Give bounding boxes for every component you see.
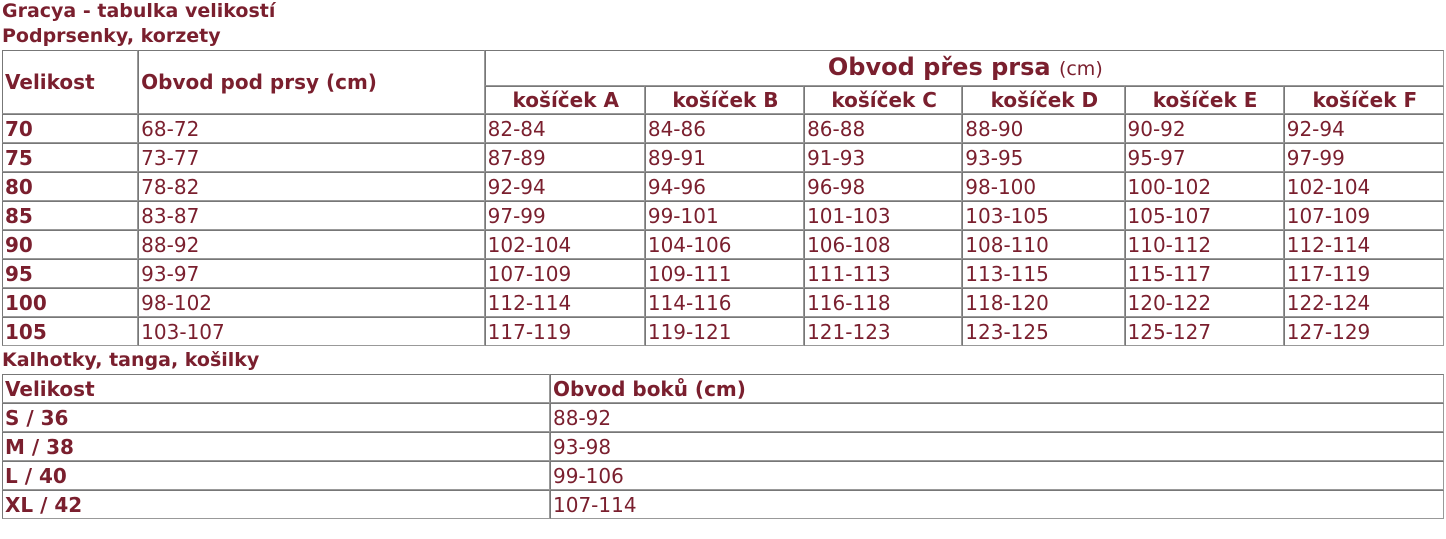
bust-cell: 103-105 [962, 201, 1124, 230]
bust-cell: 119-121 [645, 317, 804, 346]
underbust-cell: 88-92 [138, 230, 484, 259]
bust-cell: 104-106 [645, 230, 804, 259]
bust-cell: 106-108 [804, 230, 962, 259]
page-title: Gracya - tabulka velikostí [2, 0, 276, 22]
header-bust-unit: (cm) [1058, 58, 1103, 80]
size-cell: 85 [2, 201, 138, 230]
header-cup: košíček E [1125, 86, 1284, 114]
bust-cell: 108-110 [962, 230, 1124, 259]
hips-cell: 99-106 [550, 461, 1444, 490]
bust-cell: 82-84 [485, 114, 645, 143]
bust-cell: 91-93 [804, 143, 962, 172]
size-cell: 95 [2, 259, 138, 288]
bust-cell: 94-96 [645, 172, 804, 201]
bust-cell: 113-115 [962, 259, 1124, 288]
bust-cell: 97-99 [485, 201, 645, 230]
bust-cell: 118-120 [962, 288, 1124, 317]
table-row [2, 288, 1444, 317]
bust-cell: 123-125 [962, 317, 1124, 346]
header-bust [485, 50, 1444, 86]
table-row [2, 317, 1444, 346]
table-row [2, 172, 1444, 201]
bust-cell: 112-114 [485, 288, 645, 317]
bust-cell: 98-100 [962, 172, 1124, 201]
header-bust-label: Obvod přes prsa [827, 53, 1051, 81]
bust-cell: 117-119 [1284, 259, 1444, 288]
bust-cell: 102-104 [485, 230, 645, 259]
size-cell: M / 38 [2, 432, 550, 461]
hips-cell: 107-114 [550, 490, 1444, 519]
bust-cell: 90-92 [1125, 114, 1284, 143]
bra-size-table [2, 50, 1444, 346]
section-heading-bras: Podprsenky, korzety [2, 25, 221, 47]
bust-cell: 107-109 [485, 259, 645, 288]
bust-cell: 93-95 [962, 143, 1124, 172]
underbust-cell: 78-82 [138, 172, 484, 201]
bust-cell: 92-94 [485, 172, 645, 201]
bust-cell: 127-129 [1284, 317, 1444, 346]
bust-cell: 105-107 [1125, 201, 1284, 230]
header-hips: Obvod boků (cm) [550, 374, 1444, 403]
bust-cell: 112-114 [1284, 230, 1444, 259]
bust-cell: 100-102 [1125, 172, 1284, 201]
bra-table-body [2, 114, 1444, 346]
bust-cell: 102-104 [1284, 172, 1444, 201]
size-cell: 105 [2, 317, 138, 346]
table-row [2, 403, 1444, 432]
underbust-cell: 98-102 [138, 288, 484, 317]
size-cell: L / 40 [2, 461, 550, 490]
size-cell: XL / 42 [2, 490, 550, 519]
bust-cell: 122-124 [1284, 288, 1444, 317]
underbust-cell: 83-87 [138, 201, 484, 230]
header-underbust: Obvod pod prsy (cm) [138, 50, 484, 114]
briefs-table-body [2, 403, 1444, 519]
bust-cell: 89-91 [645, 143, 804, 172]
bust-cell: 92-94 [1284, 114, 1444, 143]
size-cell: 80 [2, 172, 138, 201]
bust-cell: 84-86 [645, 114, 804, 143]
header-cup: košíček F [1284, 86, 1444, 114]
table-row [2, 143, 1444, 172]
size-cell: 90 [2, 230, 138, 259]
bust-cell: 121-123 [804, 317, 962, 346]
bust-cell: 115-117 [1125, 259, 1284, 288]
bust-cell: 117-119 [485, 317, 645, 346]
bust-cell: 101-103 [804, 201, 962, 230]
table-row [2, 461, 1444, 490]
bust-cell: 111-113 [804, 259, 962, 288]
bust-cell: 114-116 [645, 288, 804, 317]
bust-cell: 99-101 [645, 201, 804, 230]
bust-cell: 109-111 [645, 259, 804, 288]
table-row [2, 432, 1444, 461]
size-cell: 100 [2, 288, 138, 317]
header-cup: košíček A [485, 86, 645, 114]
bust-cell: 110-112 [1125, 230, 1284, 259]
table-row [2, 230, 1444, 259]
size-cell: S / 36 [2, 403, 550, 432]
header-cup: košíček D [962, 86, 1124, 114]
bust-cell: 95-97 [1125, 143, 1284, 172]
table-row [2, 259, 1444, 288]
table-row [2, 201, 1444, 230]
briefs-size-table [2, 374, 1444, 519]
hips-cell: 93-98 [550, 432, 1444, 461]
header-cup: košíček B [645, 86, 804, 114]
bust-cell: 96-98 [804, 172, 962, 201]
header-size: Velikost [2, 374, 550, 403]
underbust-cell: 93-97 [138, 259, 484, 288]
bust-cell: 107-109 [1284, 201, 1444, 230]
bust-cell: 116-118 [804, 288, 962, 317]
hips-cell: 88-92 [550, 403, 1444, 432]
section-heading-briefs: Kalhotky, tanga, košilky [2, 349, 260, 371]
table-row [2, 114, 1444, 143]
bust-cell: 86-88 [804, 114, 962, 143]
bust-cell: 87-89 [485, 143, 645, 172]
size-cell: 75 [2, 143, 138, 172]
bust-cell: 97-99 [1284, 143, 1444, 172]
table-row [2, 490, 1444, 519]
underbust-cell: 103-107 [138, 317, 484, 346]
header-size: Velikost [2, 50, 138, 114]
bust-cell: 125-127 [1125, 317, 1284, 346]
size-cell: 70 [2, 114, 138, 143]
bust-cell: 88-90 [962, 114, 1124, 143]
underbust-cell: 68-72 [138, 114, 484, 143]
underbust-cell: 73-77 [138, 143, 484, 172]
bust-cell: 120-122 [1125, 288, 1284, 317]
header-cup: košíček C [804, 86, 962, 114]
